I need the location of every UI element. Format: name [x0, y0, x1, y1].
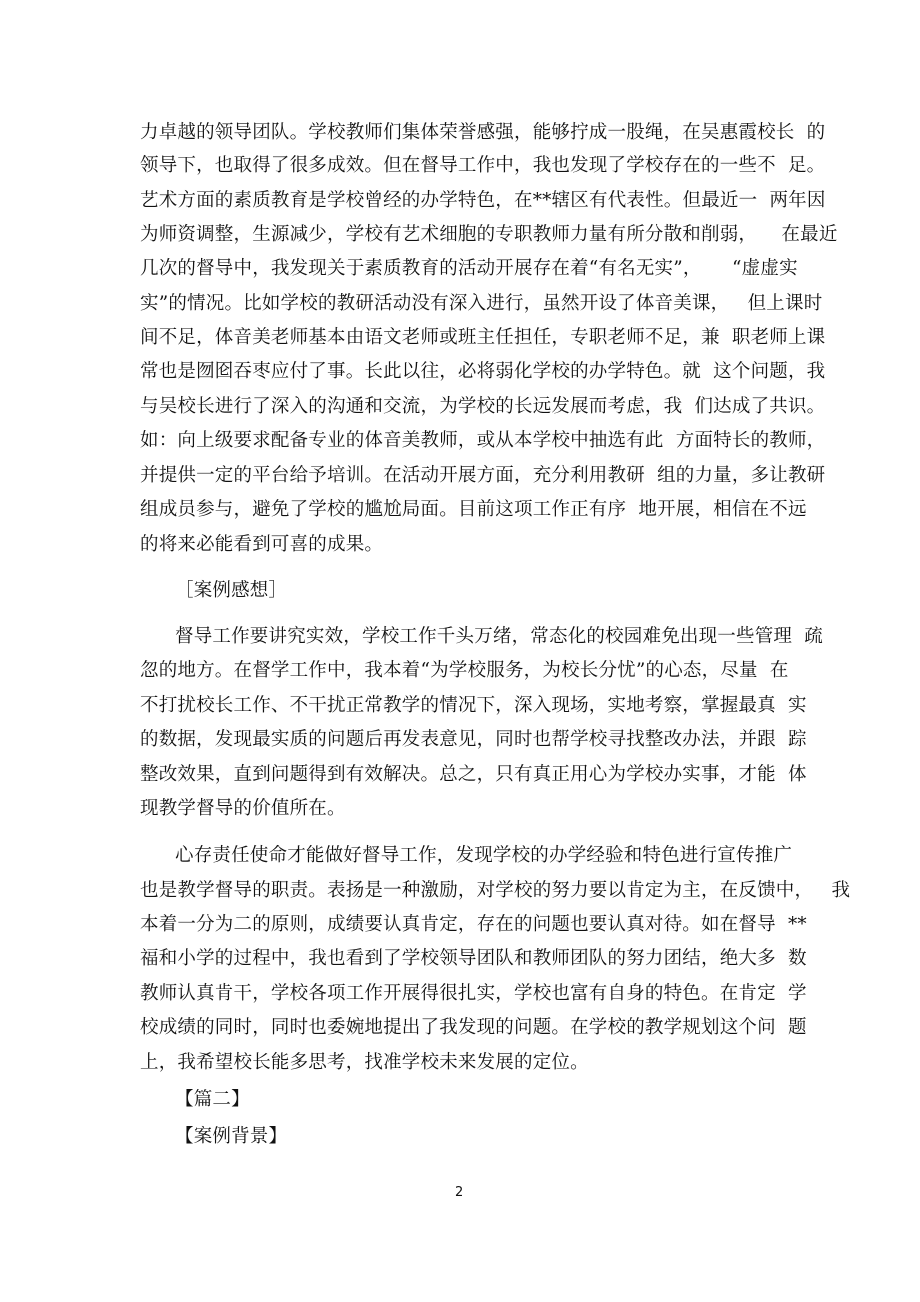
text-line: 常也是囫囵吞枣应付了事。长此以往，必将弱化学校的办学特色。就 这个问题，我: [140, 361, 826, 382]
text-line: 为师资调整，生源减少，学校有艺术细胞的专职教师力量有所分散和削弱， 在最近: [140, 224, 838, 245]
text-line: 督导工作要讲究实效，学校工作千头万绪，常态化的校园难免出现一些管理 疏: [175, 626, 823, 647]
text-line: 组成员参与，避免了学校的尴尬局面。目前这项工作正有序 地开展，相信在不远: [140, 499, 807, 520]
text-line: 整改效果，直到问题得到有效解决。总之，只有真正用心为学校办实事，才能 体: [140, 764, 807, 785]
text-line: 校成绩的同时，同时也委婉地提出了我发现的问题。在学校的教学规划这个问 题: [140, 1017, 807, 1038]
text-line: 本着一分为二的原则，成绩要认真肯定，存在的问题也要认真对待。如在督导 **: [140, 914, 807, 935]
text-line: 与吴校长进行了深入的沟通和交流，为学校的长远发展而考虑，我 们达成了共识。: [140, 396, 826, 417]
text-line: 力卓越的领导团队。学校教师们集体荣誉感强，能够拧成一股绳，在吴惠霞校长 的: [140, 122, 826, 143]
text-line: 的数据，发现最实质的问题后再发表意见，同时也帮学校寻找整改办法，并跟 踪: [140, 729, 807, 750]
section-heading-case-background: 【案例背景】: [175, 1126, 288, 1147]
text-line: 几次的督导中，我发现关于素质教育的活动开展存在着“有名无实”， “虚虚实: [140, 258, 798, 279]
section-heading-case-reflection: ［案例感想］: [175, 580, 288, 601]
text-line: 间不足，体音美老师基本由语文老师或班主任担任，专职老师不足，兼 职老师上课: [140, 327, 826, 348]
text-line: 如：向上级要求配备专业的体音美教师，或从本学校中抽选有此 方面特长的教师，: [140, 430, 826, 451]
text-line: 艺术方面的素质教育是学校曾经的办学特色，在**辖区有代表性。但最近一 两年因: [140, 190, 826, 211]
text-line: 教师认真肯干，学校各项工作开展得很扎实，学校也富有自身的特色。在肯定 学: [140, 983, 807, 1004]
text-line: 现教学督导的价值所在。: [140, 798, 346, 819]
text-line: 忽的地方。在督学工作中，我本着“为学校服务，为校长分忧”的心态，尽量 在: [140, 660, 789, 681]
text-line: 福和小学的过程中，我也看到了学校领导团队和教师团队的努力团结，绝大多 数: [140, 948, 807, 969]
page-number: 2: [455, 1185, 464, 1200]
text-line: 不打扰校长工作、不干扰正常教学的情况下，深入现场，实地考察，掌握最真 实: [140, 695, 807, 716]
text-line: 领导下，也取得了很多成效。但在督导工作中，我也发现了学校存在的一些不 足。: [140, 155, 826, 176]
section-heading-part-two: 【篇二】: [175, 1089, 250, 1110]
text-line: 并提供一定的平台给予培训。在活动开展方面，充分利用教研 组的力量，多让教研: [140, 465, 826, 486]
text-line: 心存责任使命才能做好督导工作，发现学校的办学经验和特色进行宣传推广: [175, 845, 793, 866]
text-line: 的将来必能看到可喜的成果。: [140, 534, 384, 555]
text-line: 也是教学督导的职责。表扬是一种激励，对学校的努力要以肯定为主，在反馈中， 我: [140, 880, 851, 901]
text-line: 上，我希望校长能多思考，找准学校未来发展的定位。: [140, 1052, 589, 1073]
text-line: 实”的情况。比如学校的教研活动没有深入进行，虽然开设了体音美课， 但上课时: [140, 293, 823, 314]
